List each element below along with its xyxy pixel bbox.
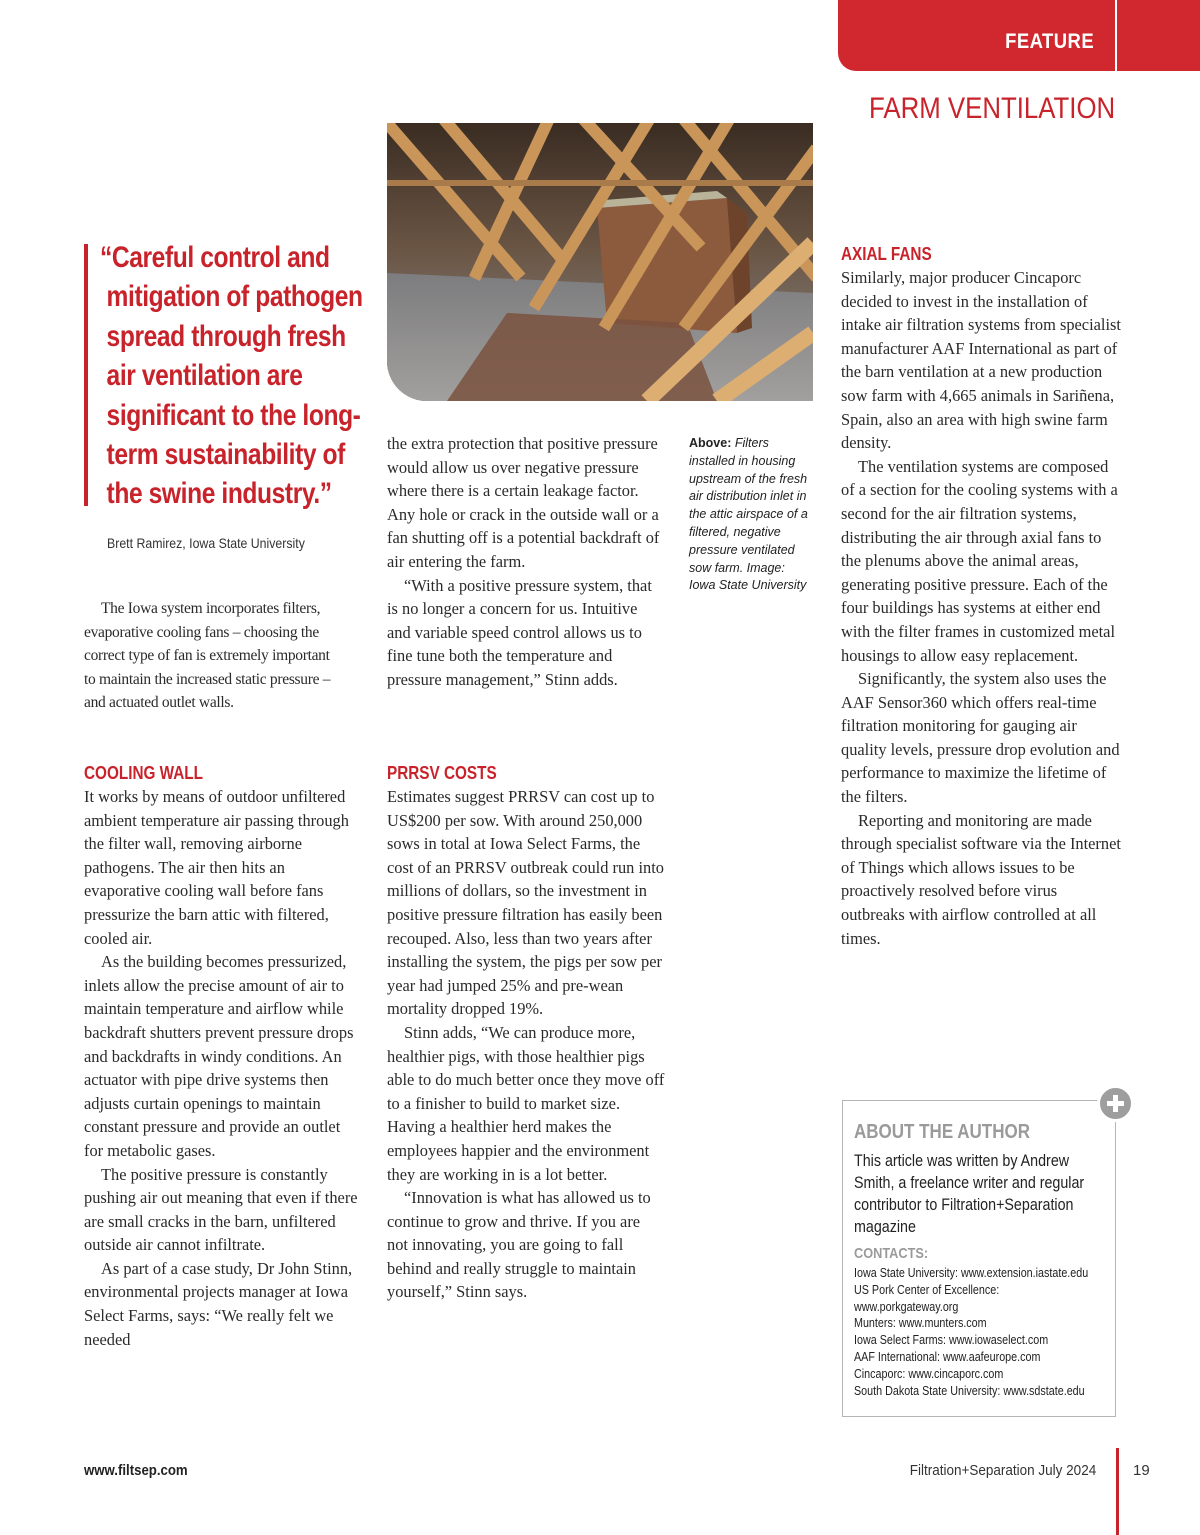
footer-url: www.filtsep.com — [84, 1462, 188, 1479]
subhead-axial-fans: AXIAL FANS — [841, 244, 932, 264]
about-author-heading: ABOUT THE AUTHOR — [854, 1121, 1030, 1143]
column-2-top — [387, 432, 665, 692]
paragraph: It works by means of outdoor unfiltered ambient temperature air passing through the filter wall, removing airborne pathogens. The air then hits an evaporative cooling wall before fans pressurize the barn attic with filtered, cooled air. — [84, 787, 349, 948]
footer-divider — [1116, 1448, 1119, 1535]
page-number: 19 — [1133, 1462, 1150, 1479]
author-bio — [854, 1150, 1116, 1238]
attic-filter-photo — [387, 123, 813, 401]
paragraph: Significantly, the system also uses the AAF Sensor360 which offers real-time filtration monitoring for gauging air quality levels, pressure drop evolution and performance to maximize the lifetime of the filters. — [841, 669, 1120, 807]
quote-line: mitigation of pathogen — [106, 280, 363, 314]
paragraph: Stinn adds, “We can produce more, healthier pigs, with those healthier pigs able to do much better once they move off to a finisher to build to market size. Having a healthier herd makes the employees happier and the environment they are working in is a lot better. — [387, 1022, 665, 1184]
paragraph: Similarly, major producer Cincaporc decided to invest in the installation of intake air filtration systems from specialist manufacturer AAF International as part of the barn ventilation at a new production sow farm with 4,665 animals in Sariñena, Spain, also an area with high swine farm density. — [841, 268, 1121, 453]
subhead-cooling-wall: COOLING WALL — [84, 763, 203, 783]
column-1 — [84, 761, 359, 1351]
author-bio-line: This article was written by Andrew — [854, 1151, 1070, 1170]
paragraph: The positive pressure is constantly pushing air out meaning that even if there are small cracks in the barn, unfiltered outside air cannot infiltrate. — [84, 1164, 358, 1255]
contact-item: Cincaporc: www.cincaporc.com — [854, 1366, 1004, 1381]
paragraph: The ventilation systems are composed of a section for the cooling systems with a second for the air filtration systems, distributing the air through axial fans to the plenums above the animal areas, generating positive pressure. Each of the four buildings has systems at either end with the filter frames in customized metal housings to allow easy replacement. — [841, 456, 1118, 665]
paragraph: Estimates suggest PRRSV can cost up to US$200 per sow. With around 250,000 sows in total at Iowa Select Farms, the cost of an PRRSV outbreak could run into millions of dollars, so the investment in positive pressure filtration has easily been recouped. Also, less than two years after installing the system, the pigs per sow per year had jumped 25% and pre-wean mortality dropped 19%. — [387, 787, 664, 1019]
quote-line: air ventilation are — [106, 359, 303, 393]
quote-attribution: Brett Ramirez, Iowa State University — [107, 535, 305, 551]
photo-caption — [689, 435, 814, 595]
quote-bar — [84, 244, 88, 506]
author-bio-line: magazine — [854, 1217, 916, 1236]
paragraph: “With a positive pressure system, that is no longer a concern for us. Intuitive and variable speed control allows us to fine tune both the temperature and pressure management,” Stinn adds. — [387, 575, 652, 689]
contact-item: South Dakota State University: www.sdstate.edu — [854, 1383, 1085, 1398]
quote-line: the swine industry.” — [106, 477, 332, 511]
contact-item: www.porkgateway.org — [854, 1299, 959, 1314]
plus-icon — [1097, 1085, 1134, 1122]
section-title: FARM VENTILATION — [868, 92, 1115, 125]
footer-publication: Filtration+Separation July 2024 — [909, 1462, 1096, 1479]
contacts-heading: CONTACTS: — [854, 1245, 929, 1262]
contacts-list — [854, 1265, 1116, 1399]
quote-line: significant to the long- — [106, 398, 361, 432]
quote-line: term sustainability of — [106, 438, 345, 472]
column-3 — [841, 242, 1121, 950]
author-bio-line: Smith, a freelance writer and regular — [854, 1173, 1085, 1192]
intro-paragraph — [84, 597, 344, 715]
paragraph: The Iowa system incorporates filters, evaporative cooling fans – choosing the correct type of fan is extremely important to maintain the increased static pressure – and actuated outlet walls. — [84, 600, 331, 712]
subhead-prrsv-costs: PRRSV COSTS — [387, 763, 497, 783]
contact-item: AAF International: www.aafeurope.com — [854, 1349, 1041, 1364]
attic-photo-illustration — [387, 123, 813, 401]
pull-quote — [100, 238, 375, 514]
contact-item: US Pork Center of Excellence: — [854, 1282, 1000, 1297]
paragraph: As the building becomes pressurized, inlets allow the precise amount of air to maintain temperature and airflow while backdraft shutters prevent pressure drops and backdrafts in windy conditions. An actuator with pipe drive systems then adjusts curtain openings to maintain constant pressure and provide an outlet for metabolic gases. — [84, 952, 354, 1160]
contact-item: Munters: www.munters.com — [854, 1316, 987, 1331]
tab-divider — [1115, 0, 1117, 71]
paragraph: As part of a case study, Dr John Stinn, environmental projects manager at Iowa Select Farms, says: “We really felt we needed — [84, 1258, 353, 1349]
contact-item: Iowa Select Farms: www.iowaselect.com — [854, 1333, 1049, 1348]
feature-label: FEATURE — [1005, 30, 1094, 53]
column-2-bottom — [387, 761, 665, 1304]
paragraph: “Innovation is what has allowed us to continue to grow and thrive. If you are not innovating, you are going to fall behind and really struggle to maintain yourself,” Stinn says. — [387, 1188, 651, 1302]
paragraph: Reporting and monitoring are made through specialist software via the Internet of Things which allows issues to be proactively resolved before virus outbreaks with airflow controlled at all times. — [841, 810, 1121, 948]
contact-item: Iowa State University: www.extension.iastate.edu — [854, 1266, 1089, 1280]
caption-text: Filters installed in housing upstream of the fresh air distribution inlet in the attic airspace of a filtered, negative pressure ventilated sow farm. Image: Iowa State University — [689, 436, 808, 593]
quote-line: spread through fresh — [106, 319, 346, 353]
paragraph: the extra protection that positive pressure would allow us over negative pressure where there is a certain leakage factor. Any hole or crack in the outside wall or a fan shutting off is a potential backdraft of air entering the farm. — [387, 434, 660, 571]
author-bio-line: contributor to Filtration+Separation — [854, 1195, 1074, 1214]
caption-label: Above: — [689, 436, 732, 450]
quote-line: “Careful control and — [100, 241, 330, 274]
